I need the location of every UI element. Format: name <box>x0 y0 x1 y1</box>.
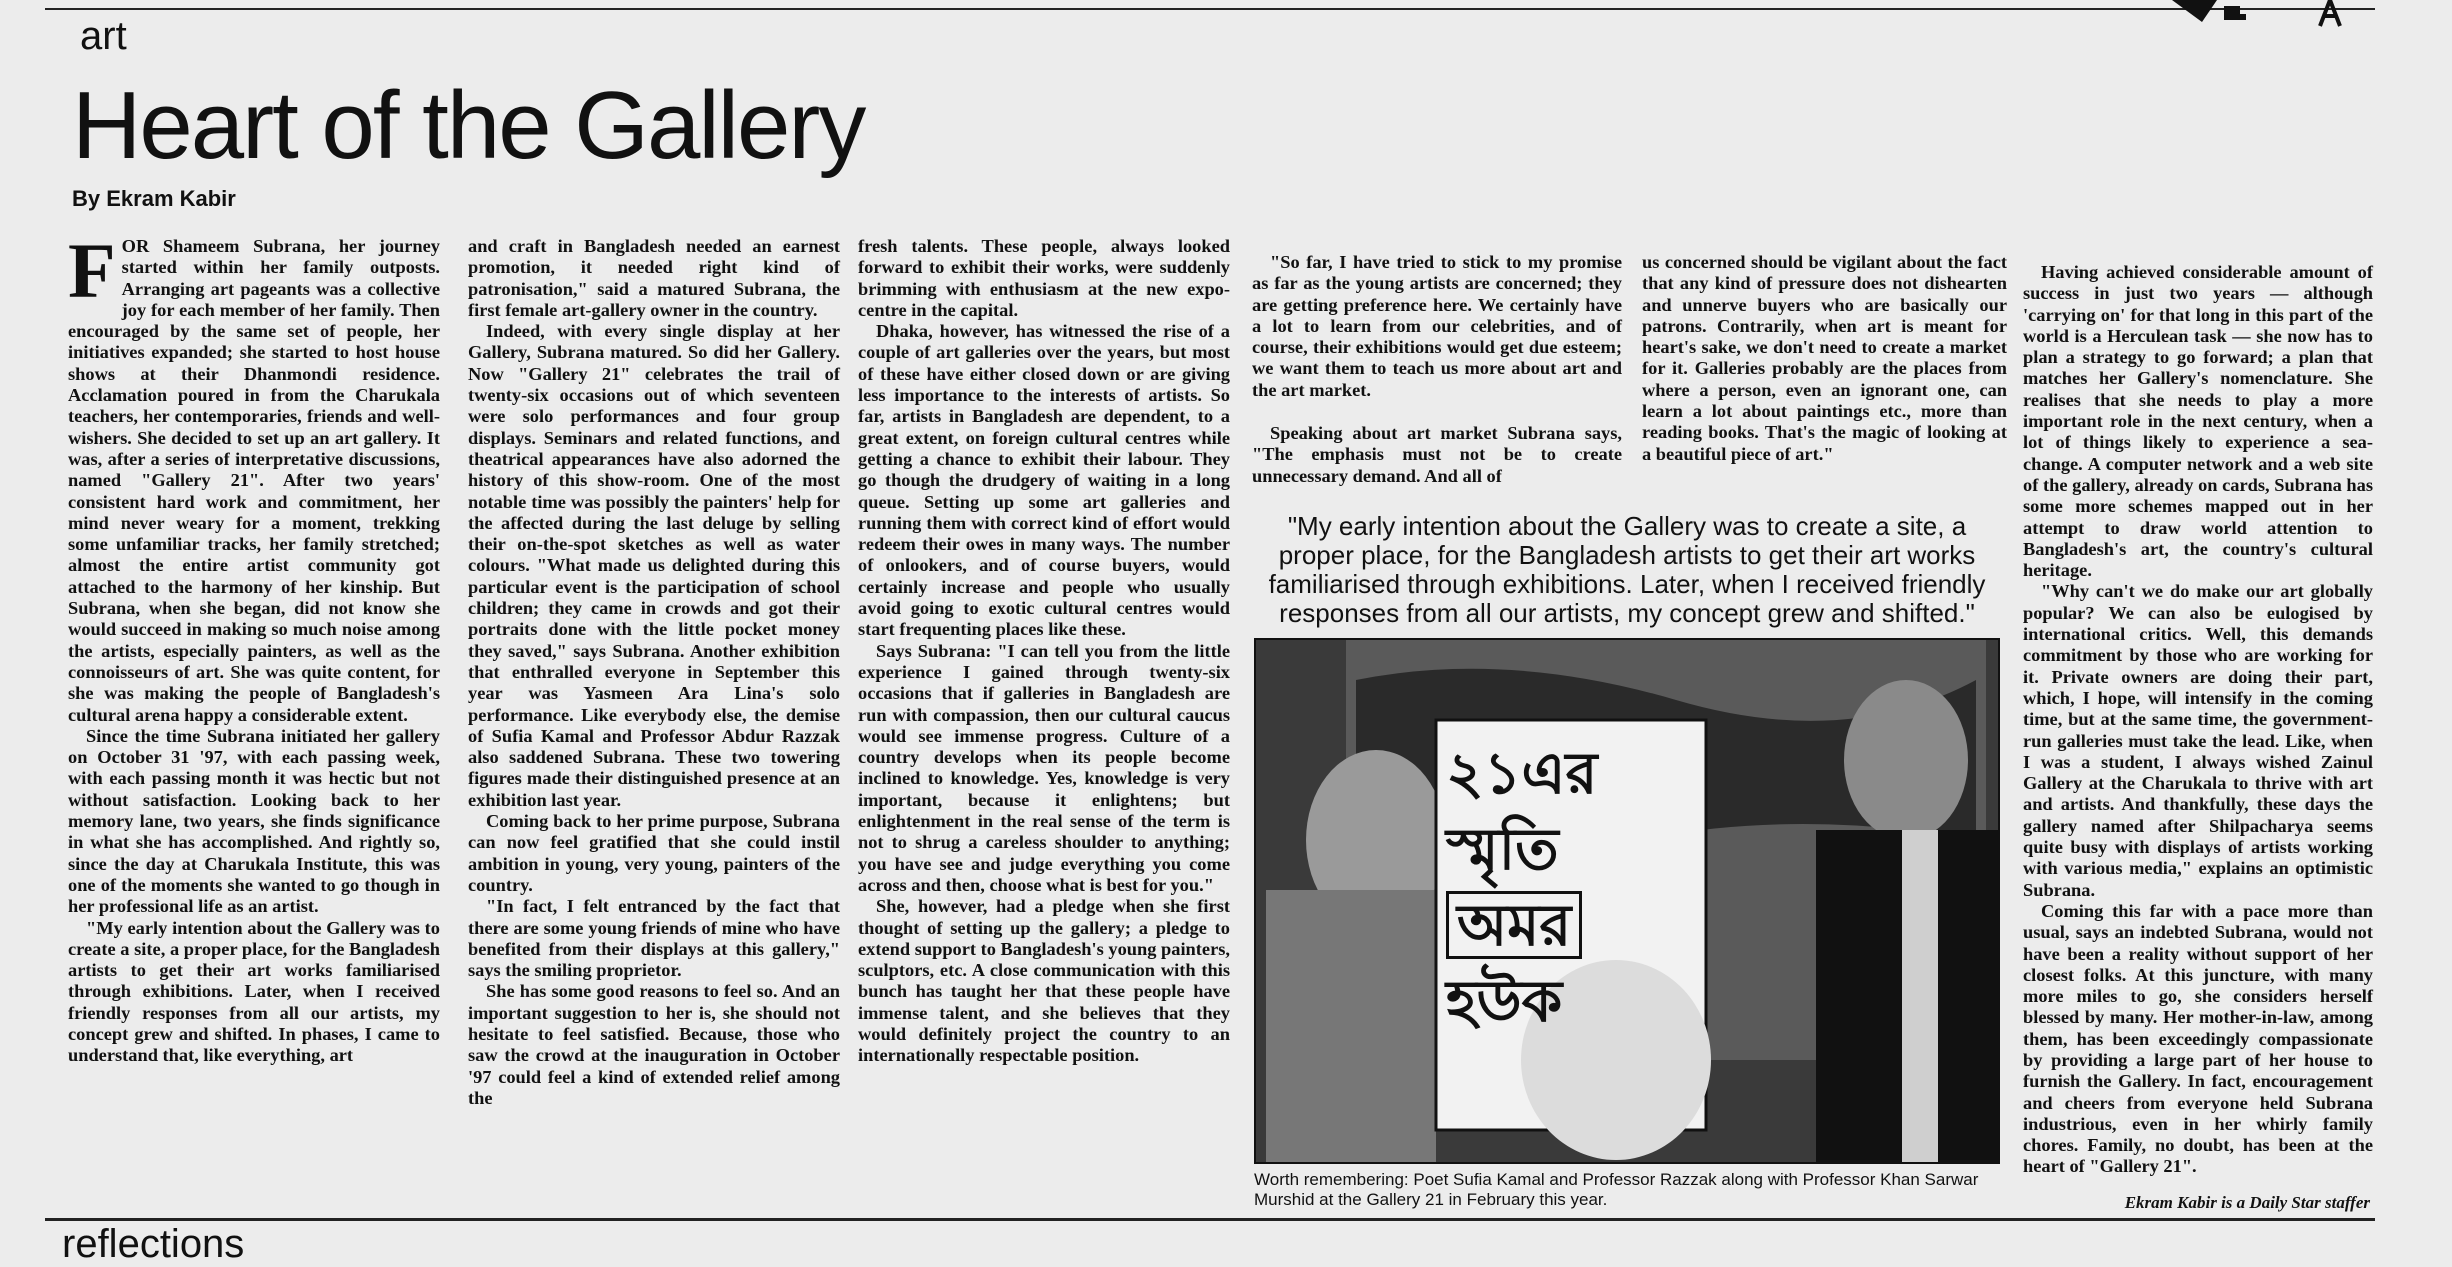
byline: By Ekram Kabir <box>72 186 236 211</box>
paragraph: Coming this far with a pace more than usual, says an indebted Subrana, would not have been a reality without support of her closest folks. At this juncture, with many more miles to go, she considers herself blessed by many. Her mother-in-law, among them, has been exceedingly compassionate by providing a large part of her house to furnish the Gallery. In fact, encouragement and cheers from everyone held Subrana industrious, even in her whirly family chores. Family, no doubt, has been at the heart of "Gallery 21". <box>2023 900 2373 1177</box>
paragraph: fresh talents. These people, always looked forward to exhibit their works, were suddenly brimming with enthusiasm at the new expo-centre in the capital. <box>858 236 1230 320</box>
article-column-4 <box>1252 252 1622 487</box>
paragraph: Since the time Subrana initiated her gallery on October 31 '97, with each passing week, with each passing month it was hectic but not without satisfaction. Looking back to her memory lane, two years, she finds significance in what she has accomplished. And rightly so, since the day at Charukala Institute, this was one of the moments she wanted to go though in her professional life as an artist. <box>68 725 440 917</box>
paragraph: Says Subrana: "I can tell you from the little experience I gained through twenty-six occasions that if galleries in Bangladesh are run with compassion, then our cultural caucus would see immense progress. Culture of a country develops when its people become inclined to knowledge. Yes, knowledge is very important, because it enlightens; but enlightenment in the real sense of the term is not to shrug a careless shoulder to anything; you have see and judge everything you come across and then, choose what is best for you." <box>858 640 1230 895</box>
paragraph: "So far, I have tried to stick to my promise as far as the young artists are concerned; they are getting preference here. We certainly have a lot to learn from our celebrities, and of course, their exhibitions would get due esteem; we want them to teach us more about art and the art market. <box>1252 252 1622 400</box>
gallery-photo <box>1254 638 2000 1164</box>
paragraph: Speaking about art market Subrana says, "The emphasis must not be to create unnecessary demand. And all of <box>1252 423 1622 486</box>
next-section-label: reflections <box>62 1222 245 1266</box>
article-column-5 <box>1642 252 2007 465</box>
article-column-2 <box>468 236 840 1109</box>
top-rule <box>45 8 2375 10</box>
photo-caption: Worth remembering: Poet Sufia Kamal and Professor Razzak along with Professor Khan Sarwar Murshid at the Gallery 21 in February this year. <box>1254 1170 1979 1209</box>
paragraph: FOR Shameem Subrana, her journey started within her family outposts. Arranging art pageants was a collective joy for each member of her family. Then encouraged by the same set of people, her initiatives expanded; she started to host house shows at their Dhanmondi residence. Acclamation poured in from the Charukala teachers, her contemporaries, friends and well-wishers. She decided to set up an art gallery. It was, after a series of interpretative discussions, named "Gallery 21". After two years' consistent hard work and commitment, her mind never weary for a moment, trekking some unfamiliar tracks, her family stretched; almost the entire artist community got attached to the harmony of her kinship. But Subrana, when she began, did not know she would succeed in making so much noise among the artists, especially painters, as well as the connoisseurs of art. She was quite content, for she was making the people of Bangladesh's cultural arena happy a considerable extent. <box>68 227 440 725</box>
paragraph: "My early intention about the Gallery was to create a site, a proper place, for the Bangladesh artists to get their art works familiarised through exhibitions. Later, when I received friendly responses from all our artists, my concept grew and shifted. In phases, I came to understand that, like everything, art <box>68 917 440 1066</box>
paragraph: Indeed, with every single display at her Gallery, Subrana matured. So did her Gallery. Now "Gallery 21" celebrates the trail of twenty-six occasions out of which seventeen were solo performances and four group displays. Seminars and related functions, and theatrical appearances have also adorned the history of this show-room. One of the most notable time was possibly the painters' help for the affected during the last deluge by selling their on-the-spot sketches as well as water colours. "What made us delighted during this particular event is the participation of school children; they came in crowds and got their portraits done with the little pocket money they saved," says Subrana. Another exhibition that enthralled everyone in September this year was Yasmeen Ara Lina's solo performance. Like everybody else, the demise of Sufia Kamal and Professor Abdur Razzak also saddened Subrana. These two towering figures made their distinguished presence at an exhibition last year. <box>468 321 840 810</box>
paragraph: Dhaka, however, has witnessed the rise of a couple of art galleries over the years, but most of these have either closed down or are giving less importance to the interests of artists. So far, artists in Bangladesh are dependent, to a great extent, on foreign cultural centres while getting a chance to exhibit their labour. They go though the drudgery of waiting in a long queue. Setting up some art galleries and running them with correct kind of effort would redeem their owes in many ways. The number of onlookers, and of course buyers, would certainly increase and people who usually avoid going to exotic cultural centres would start frequenting places like these. <box>858 321 1230 640</box>
paragraph: us concerned should be vigilant about the fact that any kind of pressure does not dishearten and unnerve buyers who are basically our patrons. Contrarily, when art is meant for heart's sake, we don't need to create a market for it. Galleries probably are the places from where a person, even an ignorant one, can learn a lot about paintings etc., more than reading books. That's the magic of looking at a beautiful piece of art." <box>1642 252 2007 464</box>
paragraph: "Why can't we do make our art globally popular? We can also be eulogised by international critics. Well, this demands commitment by those who are working for it. Private owners are doing their part, which, I hope, will intensify in the coming time, but at the same time, the government-run galleries must take the lead. Like, when I was a student, I always wished Zainul Gallery at the Charukala to thrive with art and artists. And thankfully, these days the gallery named after Shilpacharya seems quite busy with displays of artists working with various media," explains an optimistic Subrana. <box>2023 581 2373 900</box>
photo-sign: ২১এর স্মৃতি অমর হউক <box>1446 739 1598 1035</box>
bottom-rule <box>45 1218 2375 1221</box>
paragraph: Having achieved considerable amount of success in just two years — although 'carrying on' for that long in this part of the world is a Herculean task — she now has to plan a strategy to go forward; a plan that matches her Gallery's nomenclature. She realises that she needs to play a more important role in the next century, when a lot of things likely to experience a sea-change. A computer network and a web site of the gallery, already on cards, Subrana has some more schemes mapped out in her attempt to draw world attention to Bangladesh's art, the country's cultural heritage. <box>2023 262 2373 581</box>
author-credit: Ekram Kabir is a Daily Star staffer <box>2124 1193 2370 1212</box>
paragraph: She, however, had a pledge when she first thought of setting up the gallery; a pledge to extend support to Bangladesh's young painters, sculptors, etc. A close communication with this bunch has taught her that these people have immense talent, and she believes that they would definitely project the country to an internationally respectable position. <box>858 896 1230 1066</box>
paragraph: and craft in Bangladesh needed an earnest promotion, it needed right kind of patronisation," said a matured Subrana, the first female art-gallery owner in the country. <box>468 236 840 320</box>
drop-cap: F <box>68 227 116 314</box>
article-column-6 <box>2023 262 2373 1178</box>
article-column-1 <box>68 227 440 1067</box>
pull-quote: "My early intention about the Gallery was to create a site, a proper place, for the Bangladesh artists to get their art works familiarised through exhibitions. Later, when I received friendly responses from all our artists, my concept grew and shifted." <box>1268 511 1986 628</box>
section-label: art <box>80 14 127 58</box>
article-column-3 <box>858 236 1230 1067</box>
paragraph: "In fact, I felt entranced by the fact that there are some young friends of mine who have benefited from their displays at this gallery," says the smiling proprietor. <box>468 896 840 981</box>
paragraph: She has some good reasons to feel so. And an important suggestion to her is, she should not hesitate to feel satisfied. Because, those who saw the crowd at the inauguration in October '97 could feel a kind of extended relief among the <box>468 981 840 1108</box>
headline: Heart of the Gallery <box>72 72 865 179</box>
masthead-emblem-icon <box>2162 0 2362 36</box>
paragraph: Coming back to her prime purpose, Subrana can now feel gratified that she could instil ambition in young, very young, painters of the country. <box>468 811 840 895</box>
